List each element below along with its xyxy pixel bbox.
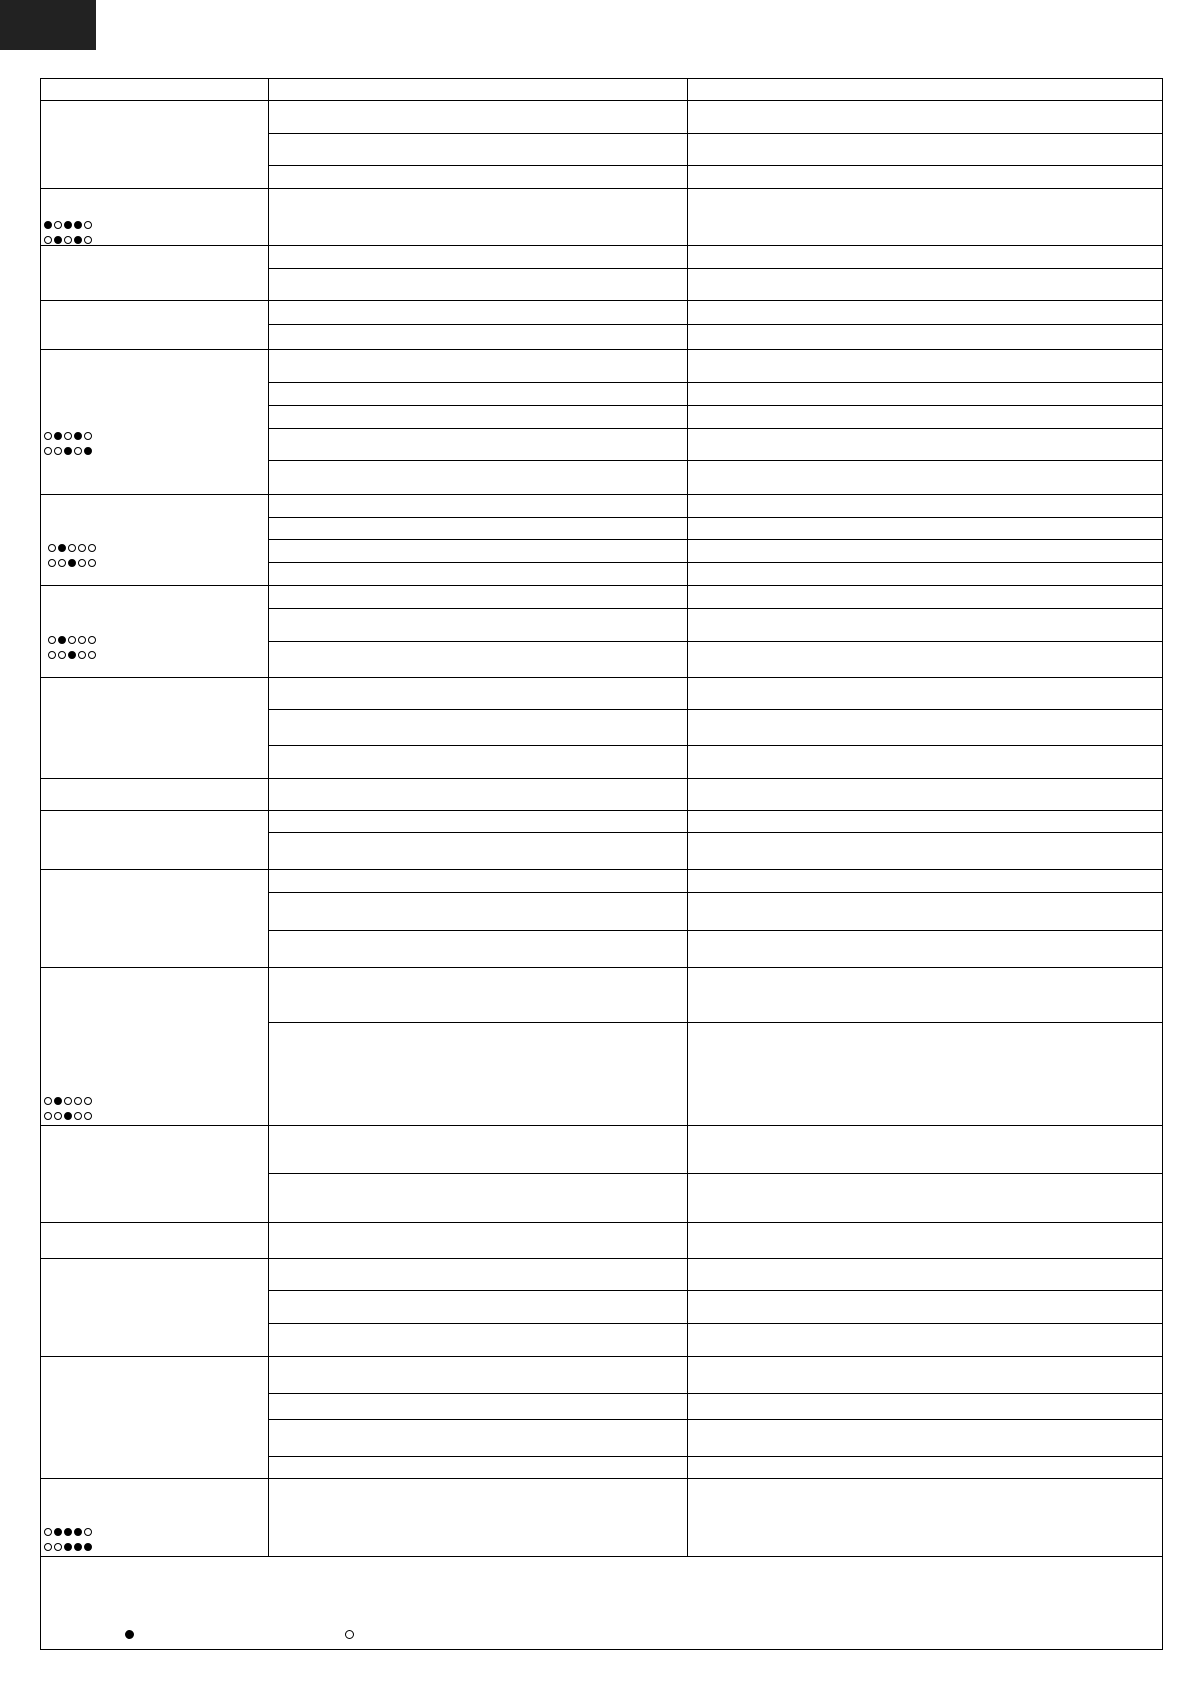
filled-dot-icon	[58, 544, 66, 552]
empty-dot-icon	[74, 447, 82, 455]
table-row-g08-bottom	[40, 778, 1163, 779]
table-top-border	[40, 78, 1163, 79]
empty-dot-icon	[58, 651, 66, 659]
table-subrow-g16-2	[268, 1419, 1163, 1420]
empty-dot-icon	[78, 651, 86, 659]
empty-dot-icon	[84, 221, 92, 229]
empty-dot-icon	[48, 651, 56, 659]
table-subrow-g04-1	[268, 324, 1163, 325]
empty-dot-icon	[68, 544, 76, 552]
filled-dot-icon	[64, 221, 72, 229]
empty-dot-icon	[44, 432, 52, 440]
empty-dot-icon	[84, 1528, 92, 1536]
indicator-row-g12-2	[44, 1110, 92, 1122]
filled-dot-icon	[68, 559, 76, 567]
table-subrow-g05-4	[268, 460, 1163, 461]
table-subrow-g06-3	[268, 562, 1163, 563]
table-header-divider	[40, 100, 1163, 101]
empty-dot-icon	[64, 432, 72, 440]
empty-dot-icon	[54, 1543, 62, 1551]
empty-dot-icon	[88, 636, 96, 644]
table-row-g03-bottom	[40, 300, 1163, 301]
filled-dot-icon	[74, 1543, 82, 1551]
indicator-row-g06-2	[48, 557, 96, 569]
indicator-row-g07-1	[48, 634, 96, 646]
filled-dot-icon	[74, 432, 82, 440]
indicator-row-g12-1	[44, 1095, 92, 1107]
empty-dot-icon	[78, 544, 86, 552]
table-row-g10-bottom	[40, 869, 1163, 870]
indicator-row-g05-2	[44, 445, 92, 457]
empty-dot-icon	[44, 1112, 52, 1120]
table-row-g17-bottom	[40, 1556, 1163, 1557]
table-row-g02-bottom	[40, 245, 1163, 246]
table-row-g09-bottom	[40, 810, 1163, 811]
table-subrow-g16-1	[268, 1393, 1163, 1394]
table-subrow-g08-2	[268, 745, 1163, 746]
table-row-g12-bottom	[40, 1125, 1163, 1126]
filled-dot-icon	[54, 236, 62, 244]
empty-dot-icon	[48, 544, 56, 552]
empty-dot-icon	[44, 1528, 52, 1536]
indicator-row-g05-1	[44, 430, 92, 442]
table-subrow-g16-3	[268, 1456, 1163, 1457]
empty-dot-icon	[54, 221, 62, 229]
table-subrow-g15-1	[268, 1290, 1163, 1291]
table-row-g06-bottom	[40, 585, 1163, 586]
empty-dot-icon	[48, 559, 56, 567]
empty-dot-icon	[84, 1097, 92, 1105]
table-subrow-g05-3	[268, 428, 1163, 429]
table-row-g01-bottom	[40, 188, 1163, 189]
filled-dot-icon	[68, 651, 76, 659]
table-subrow-g13-1	[268, 1173, 1163, 1174]
filled-dot-icon	[84, 1543, 92, 1551]
table-subrow-g15-2	[268, 1323, 1163, 1324]
indicator-row-g17-1	[44, 1526, 92, 1538]
empty-dot-icon	[78, 559, 86, 567]
empty-dot-icon	[44, 1543, 52, 1551]
empty-dot-icon	[64, 1097, 72, 1105]
table-subrow-g03-1	[268, 268, 1163, 269]
filled-dot-icon	[44, 221, 52, 229]
filled-dot-icon	[58, 636, 66, 644]
empty-dot-icon	[88, 651, 96, 659]
filled-dot-icon	[64, 1112, 72, 1120]
empty-dot-icon	[48, 636, 56, 644]
filled-dot-icon	[74, 1528, 82, 1536]
indicator-row-g02-2	[44, 234, 92, 246]
empty-dot-icon	[78, 636, 86, 644]
empty-dot-icon	[54, 1112, 62, 1120]
table-subrow-g06-1	[268, 517, 1163, 518]
table-subrow-g01-2	[268, 165, 1163, 166]
indicator-row-g17-2	[44, 1541, 92, 1553]
table-subrow-g10-1	[268, 832, 1163, 833]
table-row-g11-bottom	[40, 967, 1163, 968]
filled-dot-icon	[74, 221, 82, 229]
empty-dot-icon	[88, 559, 96, 567]
table-row-g07-bottom	[40, 677, 1163, 678]
table-row-g13-bottom	[40, 1222, 1163, 1223]
table-right-border	[1162, 78, 1163, 1650]
table-row-g16-bottom	[40, 1478, 1163, 1479]
table-subrow-g11-1	[268, 892, 1163, 893]
table-subrow-g07-2	[268, 641, 1163, 642]
empty-dot-icon	[84, 236, 92, 244]
table-subrow-g12-1	[268, 1022, 1163, 1023]
table-bottom-border	[40, 1649, 1163, 1650]
filled-dot-icon	[74, 236, 82, 244]
indicator-row-g02-1	[44, 219, 92, 231]
table-row-g05-bottom	[40, 494, 1163, 495]
empty-dot-icon	[44, 447, 52, 455]
empty-dot-icon	[64, 236, 72, 244]
filled-dot-icon	[64, 1528, 72, 1536]
table-subrow-g05-1	[268, 382, 1163, 383]
filled-dot-icon	[54, 1528, 62, 1536]
filled-dot-icon	[54, 432, 62, 440]
empty-dot-icon	[84, 1112, 92, 1120]
table-left-border	[40, 78, 41, 1650]
empty-dot-icon	[44, 236, 52, 244]
table-subrow-g11-2	[268, 930, 1163, 931]
filled-dot-icon	[64, 1543, 72, 1551]
empty-dot-icon	[74, 1112, 82, 1120]
filled-dot-icon	[84, 447, 92, 455]
empty-dot-icon	[74, 1097, 82, 1105]
empty-dot-icon	[88, 544, 96, 552]
empty-dot-icon	[58, 559, 66, 567]
legend-empty-dot-icon	[345, 1630, 354, 1639]
indicator-row-g07-2	[48, 649, 96, 661]
filled-dot-icon	[54, 1097, 62, 1105]
legend-filled-dot-icon	[125, 1630, 134, 1639]
table-row-g15-bottom	[40, 1356, 1163, 1357]
table-subrow-g05-2	[268, 405, 1163, 406]
table-subrow-g01-1	[268, 133, 1163, 134]
empty-dot-icon	[68, 636, 76, 644]
table-subrow-g08-1	[268, 709, 1163, 710]
empty-dot-icon	[44, 1097, 52, 1105]
table-row-g14-bottom	[40, 1258, 1163, 1259]
table-subrow-g06-2	[268, 539, 1163, 540]
table-subrow-g07-1	[268, 608, 1163, 609]
filled-dot-icon	[64, 447, 72, 455]
empty-dot-icon	[84, 432, 92, 440]
table-row-g04-bottom	[40, 349, 1163, 350]
indicator-row-g06-1	[48, 542, 96, 554]
empty-dot-icon	[54, 447, 62, 455]
